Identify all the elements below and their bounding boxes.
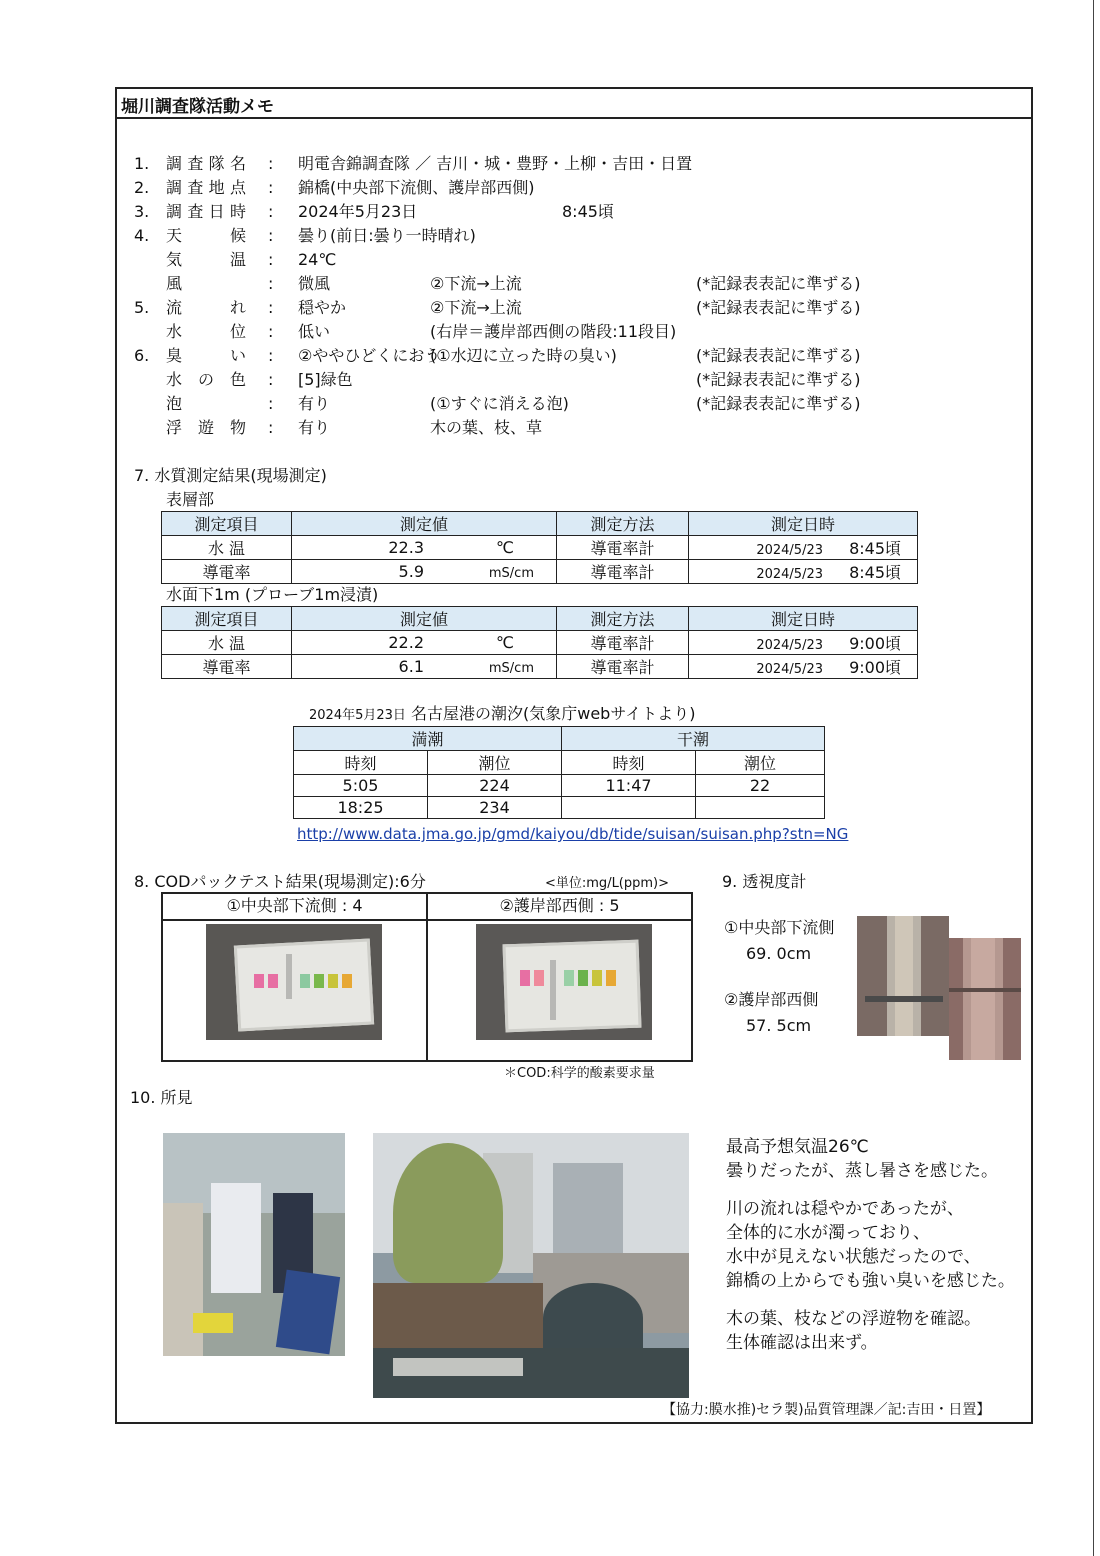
tide-header-row xyxy=(294,751,825,775)
findings-line: 川の流れは穏やかであったが、 xyxy=(726,1199,964,1219)
info-note: (*記録表表記に準ずる) xyxy=(696,370,861,389)
info-value: 24℃ xyxy=(298,250,337,269)
info-colon: : xyxy=(268,178,274,197)
transparency-p2-label: ②護岸部西側 xyxy=(724,990,819,1009)
transparency-photo-2 xyxy=(949,938,1021,1060)
info-note: (*記録表表記に準ずる) xyxy=(696,274,861,293)
transparency-p1-label: ①中央部下流側 xyxy=(724,918,835,937)
info-colon: : xyxy=(268,202,274,221)
cell-method: 導電率計 xyxy=(557,631,689,655)
findings-line: 錦橋の上からでも強い臭いを感じた。 xyxy=(726,1271,1015,1291)
cell-item: 導電率 xyxy=(162,560,292,584)
table-row xyxy=(294,797,825,819)
depth-table xyxy=(161,606,918,679)
info-label: 風 xyxy=(166,274,183,293)
info-extra: (①水辺に立った時の臭い) xyxy=(430,346,617,365)
info-value: 錦橋(中央部下流側、護岸部西側) xyxy=(298,178,535,197)
cell-low-level: 22 xyxy=(696,775,825,797)
info-value: ②ややひどくにおう xyxy=(298,346,441,365)
findings-line: 最高予想気温26℃ xyxy=(726,1137,869,1157)
header-method: 測定方法 xyxy=(557,607,689,631)
cod-unit: <単位:mg/L(ppm)> xyxy=(545,876,670,891)
transparency-p2-value: 57. 5cm xyxy=(746,1016,812,1035)
tide-source-link[interactable]: http://www.data.jma.go.jp/gmd/kaiyou/db/tide/suisan/suisan.php?stn=NG xyxy=(297,825,849,843)
info-note: (*記録表表記に準ずる) xyxy=(696,346,861,365)
info-label: 水 の 色 xyxy=(166,370,246,389)
header-value: 測定値 xyxy=(292,512,557,536)
cod-header-line xyxy=(163,919,691,921)
findings-line: 木の葉、枝などの浮遊物を確認。 xyxy=(726,1309,981,1329)
title-divider xyxy=(115,117,1031,119)
info-colon: : xyxy=(268,418,274,437)
findings-line: 生体確認は出来ず。 xyxy=(726,1333,878,1353)
table-row xyxy=(162,560,918,584)
water-quality-heading: 7. 水質測定結果(現場測定) xyxy=(134,466,327,485)
survey-team-photo xyxy=(163,1133,345,1356)
info-extra: ②下流→上流 xyxy=(430,298,522,317)
nishiki-bridge-photo xyxy=(373,1133,689,1398)
info-label: 気 温 xyxy=(166,250,246,269)
header-method: 測定方法 xyxy=(557,512,689,536)
cell-datetime: 2024/5/23 9:00頃 xyxy=(689,631,918,655)
cell-datetime: 2024/5/23 8:45頃 xyxy=(689,560,918,584)
info-label: 調査隊名 xyxy=(166,154,246,173)
info-colon: : xyxy=(268,274,274,293)
info-value: 2024年5月23日 xyxy=(298,202,418,221)
scan-edge-line xyxy=(1093,0,1094,1556)
info-value: 穏やか xyxy=(298,298,347,317)
info-label: 天 候 xyxy=(166,226,246,245)
header-value: 測定値 xyxy=(292,607,557,631)
info-colon: : xyxy=(268,298,274,317)
info-colon: : xyxy=(268,322,274,341)
table-row xyxy=(162,536,918,560)
info-extra: 木の葉、枝、草 xyxy=(430,418,543,437)
cell-low-time: 11:47 xyxy=(562,775,696,797)
cell-value: 5.9 mS/cm xyxy=(292,560,557,584)
info-note: (*記録表表記に準ずる) xyxy=(696,298,861,317)
info-label: 泡 xyxy=(166,394,183,413)
cell-value: 22.2 ℃ xyxy=(292,631,557,655)
cell-value: 22.3 ℃ xyxy=(292,536,557,560)
cell-item: 水 温 xyxy=(162,536,292,560)
cell-item: 導電率 xyxy=(162,655,292,679)
surface-label: 表層部 xyxy=(166,490,215,509)
header-level: 潮位 xyxy=(696,751,825,775)
info-number: 4. xyxy=(134,226,150,245)
info-label: 流 れ xyxy=(166,298,246,317)
header-item: 測定項目 xyxy=(162,607,292,631)
cell-low-level xyxy=(696,797,825,819)
info-label: 調査日時 xyxy=(166,202,246,221)
tide-table xyxy=(293,726,825,819)
tide-title: 2024年5月23日 名古屋港の潮汐(気象庁webサイトより) xyxy=(309,704,696,723)
surface-table xyxy=(161,511,918,584)
cod-col2-label: ②護岸部西側 : 5 xyxy=(499,896,620,915)
transparency-photo-1 xyxy=(857,916,949,1036)
info-value: 有り xyxy=(298,418,331,437)
cell-datetime: 2024/5/23 8:45頃 xyxy=(689,536,918,560)
table-row xyxy=(162,655,918,679)
cell-value: 6.1 mS/cm xyxy=(292,655,557,679)
info-colon: : xyxy=(268,226,274,245)
info-colon: : xyxy=(268,346,274,365)
cod-packtest-photo-2 xyxy=(476,924,652,1040)
info-number: 2. xyxy=(134,178,150,197)
cell-method: 導電率計 xyxy=(557,655,689,679)
header-item: 測定項目 xyxy=(162,512,292,536)
low-tide-label: 干潮 xyxy=(562,727,825,751)
info-number: 3. xyxy=(134,202,150,221)
cod-heading: 8. CODパックテスト結果(現場測定):6分 xyxy=(134,872,426,891)
info-colon: : xyxy=(268,154,274,173)
table-header-row xyxy=(162,512,918,536)
high-tide-label: 満潮 xyxy=(294,727,562,751)
table-header-row xyxy=(162,607,918,631)
header-time: 時刻 xyxy=(294,751,428,775)
cell-high-level: 224 xyxy=(428,775,562,797)
info-number: 5. xyxy=(134,298,150,317)
info-number: 6. xyxy=(134,346,150,365)
info-label: 水 位 xyxy=(166,322,246,341)
header-time: 時刻 xyxy=(562,751,696,775)
cell-datetime: 2024/5/23 9:00頃 xyxy=(689,655,918,679)
info-number: 1. xyxy=(134,154,150,173)
findings-heading: 10. 所見 xyxy=(130,1088,193,1107)
header-datetime: 測定日時 xyxy=(689,512,918,536)
info-value: 低い xyxy=(298,322,331,341)
info-value: [5]緑色 xyxy=(298,370,353,389)
info-value: 明電舎錦調査隊 ／ 吉川・城・豊野・上柳・吉田・日置 xyxy=(298,154,693,173)
info-note: (*記録表表記に準ずる) xyxy=(696,394,861,413)
transparency-p1-value: 69. 0cm xyxy=(746,944,812,963)
cod-packtest-photo-1 xyxy=(206,924,382,1040)
info-value: 有り xyxy=(298,394,331,413)
info-extra: ②下流→上流 xyxy=(430,274,522,293)
cell-method: 導電率計 xyxy=(557,536,689,560)
cell-method: 導電率計 xyxy=(557,560,689,584)
page-title: 堀川調査隊活動メモ xyxy=(121,97,274,117)
findings-line: 曇りだったが、蒸し暑さを感じた。 xyxy=(726,1161,998,1181)
info-colon: : xyxy=(268,394,274,413)
cell-high-time: 5:05 xyxy=(294,775,428,797)
cod-footnote: ＊COD:科学的酸素要求量 xyxy=(504,1066,655,1081)
info-extra: (①すぐに消える泡) xyxy=(430,394,569,413)
cell-high-level: 234 xyxy=(428,797,562,819)
footer-credit: 【協力:膜水推)セラ製)品質管理課／記:吉田・日置】 xyxy=(662,1402,991,1418)
tide-group-row xyxy=(294,727,825,751)
table-row xyxy=(294,775,825,797)
depth-label: 水面下1m (プローブ1m浸漬) xyxy=(166,585,379,604)
info-label: 臭 い xyxy=(166,346,246,365)
findings-line: 全体的に水が濁っており、 xyxy=(726,1223,930,1243)
info-colon: : xyxy=(268,250,274,269)
info-label: 調査地点 xyxy=(166,178,246,197)
cell-low-time xyxy=(562,797,696,819)
cell-item: 水 温 xyxy=(162,631,292,655)
header-datetime: 測定日時 xyxy=(689,607,918,631)
info-label: 浮 遊 物 xyxy=(166,418,246,437)
cod-col1-label: ①中央部下流側 : 4 xyxy=(226,896,363,915)
header-level: 潮位 xyxy=(428,751,562,775)
info-extra: 8:45頃 xyxy=(562,202,614,221)
info-colon: : xyxy=(268,370,274,389)
table-row xyxy=(162,631,918,655)
cod-table xyxy=(161,892,693,1062)
info-extra: (右岸＝護岸部西側の階段:11段目) xyxy=(430,322,677,341)
info-value: 微風 xyxy=(298,274,331,293)
findings-line: 水中が見えない状態だったので、 xyxy=(726,1247,981,1267)
transparency-heading: 9. 透視度計 xyxy=(722,872,807,891)
info-value: 曇り(前日:曇り一時晴れ) xyxy=(298,226,476,245)
cell-high-time: 18:25 xyxy=(294,797,428,819)
